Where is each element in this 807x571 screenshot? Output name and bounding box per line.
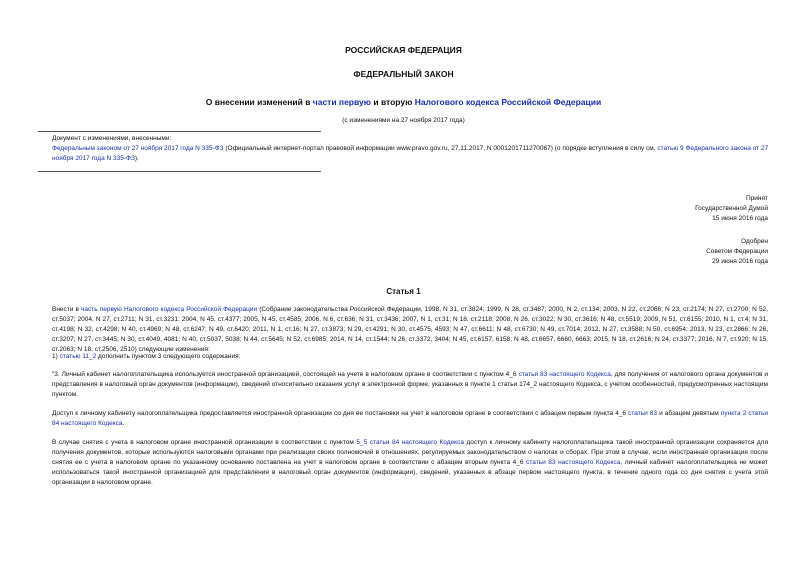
federation-heading: РОССИЙСКАЯ ФЕДЕРАЦИЯ bbox=[345, 45, 462, 55]
p4-link-article-83[interactable]: статьи 83 bbox=[628, 410, 658, 417]
article-paragraph-5 bbox=[38, 438, 768, 488]
p2-text: дополнить пунктом 3 следующего содержания: bbox=[96, 353, 241, 360]
article-title: Статья 1 bbox=[386, 287, 421, 296]
law-type-heading: ФЕДЕРАЛЬНЫЙ ЗАКОН bbox=[353, 69, 454, 79]
history-entry bbox=[38, 144, 778, 164]
approved-by: Советом Федерации bbox=[706, 248, 768, 255]
article-paragraph-2 bbox=[38, 352, 768, 362]
approved-block bbox=[706, 237, 768, 267]
p1-text: (Собрание законодательства Российской Федерации, 1998, N 31, ст.3824; 1999, N 28, ст.3487; 2000, N 2, ст.134; 2003, N 22, ст.2066; N 23, ст.2174; N 27, ст.2700; N 52, ст.5037; 2004, N 27, ст.2711; N 31, ст.3231; 2004, N 45, ст.4377; 2005, N 45, ст.4585; 2006, N 6, ст.636; N 31, ст.3436; 2007, N 1, ст.31; N 18, ст.2118; 2008, N 26, ст.3022; N 30, ст.3616; N 48, ст.5519; 2009, N 51, ст.6155; 2010, N 1, ст.4; N 31, ст.4198; N 32, ст.4298; N 40, ст.4969; N 48, ст.6247; N 49, ст.6420; 2011, N 1, ст.16; N 27, ст.3873; N 29, ст.4291; N 30, ст.4575, 4593; N 47, ст.6611; N 48, ст.6730; N 49, ст.7014; 2012, N 27, ст.3588; N 50, ст.6954; 2013, N 23, ст.2866; N 26, ст.3207; N 27, ст.3445; N 30, ст.4049, 4081; N 40, ст.5037, 5038; N 44, ст.5645; N 52, ст.6985; 2014, N 14, ст.1544; N 26, ст.3372, 3404; N 45, ст.6157, 6158; N 48, ст.6657, 6660, 6663; 2015, N 18, ст.2616; N 24, ст.3377; 2016, N 7, ст.920; N 15, ст.2063; N 18, ст.2506, 2510) следующие изменения: bbox=[52, 306, 768, 354]
p5-link-article-83[interactable]: статьи 83 настоящего Кодекса bbox=[526, 459, 621, 467]
p3-text: , для получения от налогового органа документов и представления в налоговый орган документов (информации), сведений относительно оказания услуг в электронной форме, указанных в пункте 1 статьи 174_2 настоящего Кодекса, с учетом особенностей, предусмотренных настоящим пунктом. bbox=[52, 371, 768, 399]
approved-label: Одобрен bbox=[741, 238, 768, 245]
title-link-part-one[interactable]: части первую bbox=[312, 97, 371, 107]
approved-date: 29 июня 2016 года bbox=[712, 258, 768, 265]
p2-link-article-11-2[interactable]: статью 11_2 bbox=[59, 353, 97, 360]
change-history bbox=[38, 134, 778, 164]
article-paragraph-4 bbox=[38, 409, 768, 429]
p1-start: Внести в bbox=[52, 306, 82, 313]
adopted-label: Принят bbox=[745, 195, 768, 202]
history-link-article-9[interactable]: статью 9 Федерального закона от 27 ноября 2017 года N 335-ФЗ bbox=[52, 145, 769, 162]
p5-link-article-84[interactable]: 5_5 статьи 84 настоящего Кодекса bbox=[356, 439, 464, 446]
p4-end: . bbox=[122, 420, 125, 428]
p5-text-1: доступ к личному кабинету налогоплательщика такой иностранной организации сохраняется для получения документов, которые используются налоговыми органами при реализации своих полномочий в отношениях, регулируемых законодательством о налогах и сборах. При этом в случае, если иностранная организация после снятия ее с учета в налоговом органе по указанному основанию поставлена на учет в налоговом органе в соответствии с абзацем вторым пункта 4_6 bbox=[52, 439, 768, 467]
history-bottom-rule bbox=[38, 171, 321, 172]
history-text-end: ). bbox=[134, 155, 139, 162]
title-prefix: О внесении изменений в bbox=[205, 97, 313, 107]
law-title bbox=[0, 97, 807, 107]
edition-note: (с изменениями на 27 ноября 2017 года) bbox=[342, 117, 465, 124]
p4-start: Доступ к личному кабинету налогоплательщика предоставляется иностранной организации со дня ее постановки на учет в налоговом органе в соответствии с абзацем первым пункта 4_6 bbox=[52, 410, 629, 417]
article-paragraph-3 bbox=[38, 370, 768, 400]
history-link-law-335[interactable]: Федеральным законом от 27 ноября 2017 года N 335-ФЗ bbox=[52, 145, 224, 152]
history-text: (Официальный интернет-портал правовой информации www.pravo.gov.ru, 27.11.2017, N 0001201711270067) (о порядке вступления в силу см. bbox=[223, 145, 658, 152]
adopted-block bbox=[695, 194, 768, 224]
p2-start: 1) bbox=[52, 353, 60, 360]
history-intro: Документ с изменениями, внесенными: bbox=[52, 135, 172, 142]
p5-start: В случае снятия с учета в налоговом органе иностранной организации в соответствии с пунктом bbox=[52, 439, 357, 446]
p4-mid: и абзацем девятым bbox=[657, 410, 721, 417]
p4-link-article-84[interactable]: пункта 2 статьи 84 настоящего Кодекса bbox=[52, 410, 768, 428]
adopted-date: 15 июня 2016 года bbox=[712, 215, 768, 222]
p3-link-article-83[interactable]: статьи 83 настоящего Кодекса bbox=[518, 371, 611, 378]
p5-text-2: , личный кабинет налогоплательщика не может использоваться такой иностранной организацией для представления в налоговый орган документов (информации), сведений, указанных в абзаце первом настоящего пункта, в течение одного года со дня снятия с учета этой организации в налоговом органе. bbox=[52, 459, 768, 487]
p3-start: "3. Личный кабинет налогоплательщика используется иностранной организацией, состоящей на учете в налоговом органе в соответствии с пунктом 4_6 bbox=[52, 371, 519, 378]
p1-link-part-one[interactable]: часть первую Налогового кодекса Российской Федерации bbox=[81, 306, 258, 313]
title-link-tax-code[interactable]: Налогового кодекса Российской Федерации bbox=[414, 97, 602, 107]
adopted-by: Государственной Думой bbox=[695, 205, 768, 212]
title-mid: и вторую bbox=[371, 97, 415, 107]
article-paragraph-1 bbox=[38, 305, 768, 355]
history-top-rule bbox=[38, 131, 321, 132]
